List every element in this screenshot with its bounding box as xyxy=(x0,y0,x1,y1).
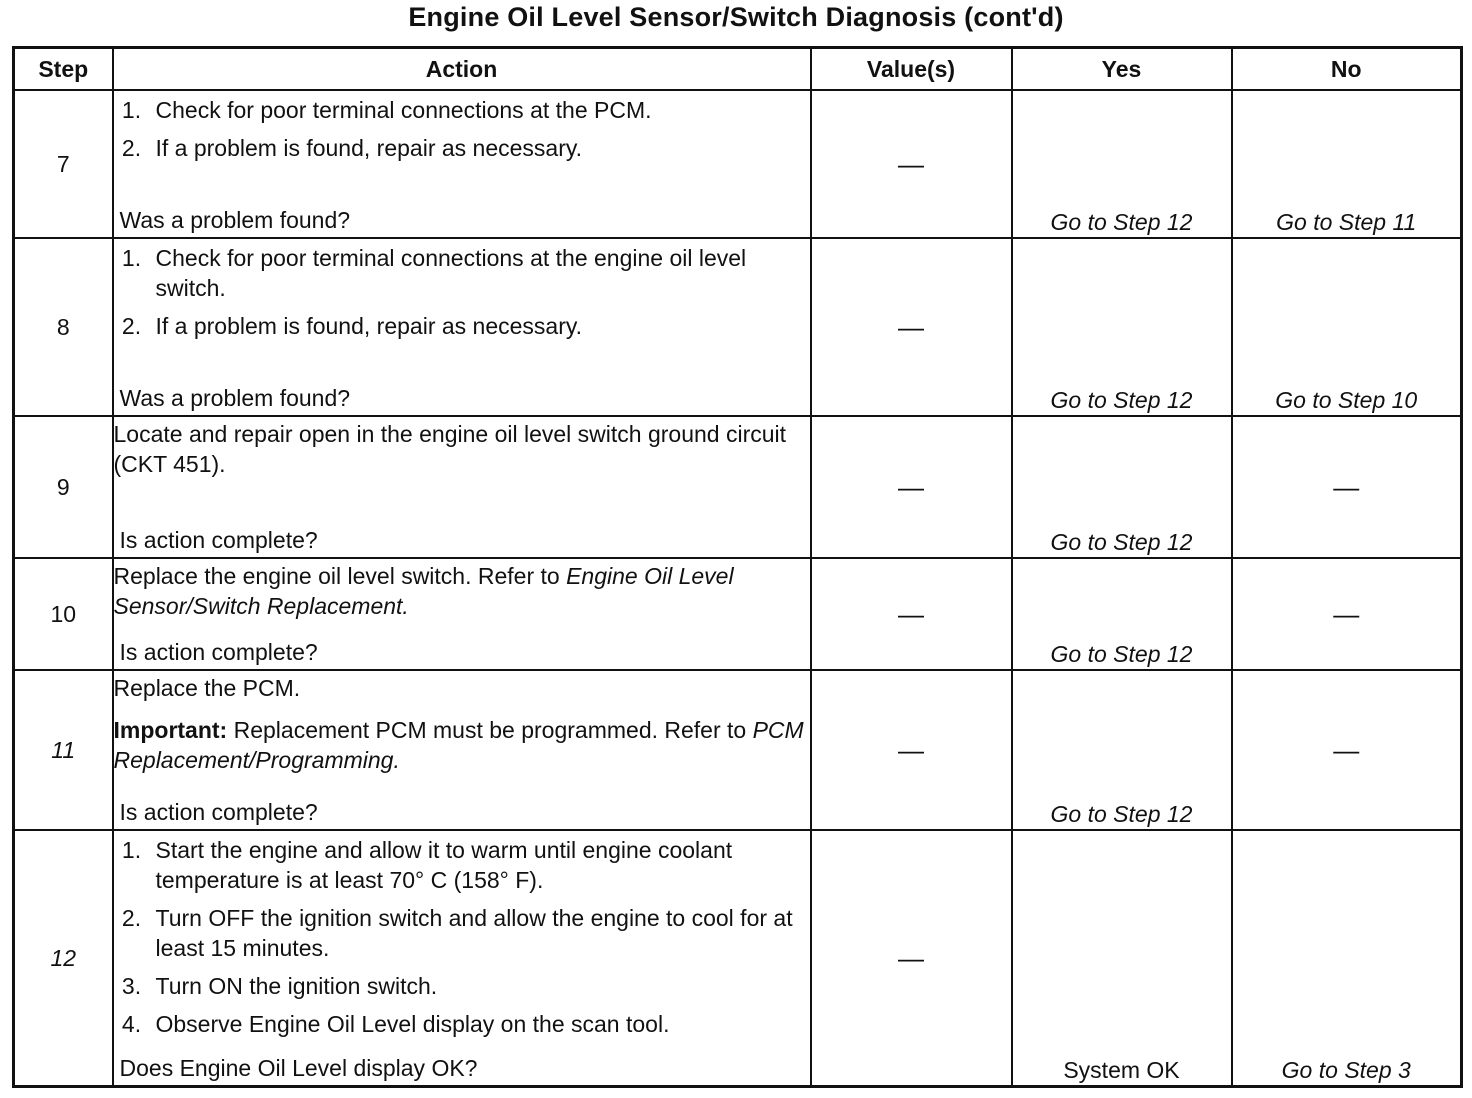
table-row xyxy=(14,830,1462,1087)
step-number: 11 xyxy=(14,670,113,830)
reference-link: PCM Replacement/Programming. xyxy=(113,717,804,773)
no-cell: — xyxy=(1232,670,1462,830)
important-note xyxy=(114,715,810,775)
action-item: 2. If a problem is found, repair as necessary. xyxy=(148,311,810,341)
action-item: 1. Start the engine and allow it to warm until engine coolant temperature is at least 70° C (158° F). xyxy=(148,835,810,895)
action-cell xyxy=(113,558,811,670)
value-cell: — xyxy=(811,558,1012,670)
action-question: Is action complete? xyxy=(119,639,318,665)
table-row xyxy=(14,558,1462,670)
no-cell: Go to Step 3 xyxy=(1232,830,1462,1087)
step-number: 7 xyxy=(14,90,113,238)
action-question: Is action complete? xyxy=(119,527,318,553)
table-row xyxy=(14,238,1462,416)
diagnosis-table xyxy=(12,46,1463,1088)
no-cell: — xyxy=(1232,416,1462,558)
action-text-main: Replace the engine oil level switch. Refer to xyxy=(113,563,567,589)
action-question: Was a problem found? xyxy=(119,385,351,411)
header-no: No xyxy=(1232,48,1462,91)
action-item: 1. Check for poor terminal connections at the engine oil level switch. xyxy=(148,243,810,303)
action-item: 2. Turn OFF the ignition switch and allow the engine to cool for at least 15 minutes. xyxy=(148,903,810,963)
action-question: Is action complete? xyxy=(119,799,318,825)
important-text: Replacement PCM must be programmed. Refer to xyxy=(227,717,753,743)
header-yes: Yes xyxy=(1012,48,1232,91)
action-cell xyxy=(113,238,811,416)
step-number: 10 xyxy=(14,558,113,670)
step-number: 12 xyxy=(14,830,113,1087)
table-row xyxy=(14,416,1462,558)
action-text: Locate and repair open in the engine oil level switch ground circuit (CKT 451). xyxy=(113,421,787,477)
table-row xyxy=(14,90,1462,238)
action-item: 2. If a problem is found, repair as necessary. xyxy=(148,133,810,163)
step-number: 8 xyxy=(14,238,113,416)
header-values: Value(s) xyxy=(811,48,1012,91)
yes-cell: Go to Step 12 xyxy=(1012,416,1232,558)
step-number: 9 xyxy=(14,416,113,558)
important-label: Important: xyxy=(113,717,228,743)
action-item: 4. Observe Engine Oil Level display on the scan tool. xyxy=(148,1009,810,1039)
no-cell: Go to Step 11 xyxy=(1232,90,1462,238)
reference-link: Engine Oil Level Sensor/Switch Replacement. xyxy=(113,563,734,619)
yes-cell: System OK xyxy=(1012,830,1232,1087)
value-cell: — xyxy=(811,90,1012,238)
action-item: 3. Turn ON the ignition switch. xyxy=(148,971,810,1001)
value-cell: — xyxy=(811,416,1012,558)
value-cell: — xyxy=(811,670,1012,830)
action-item: 1. Check for poor terminal connections at the PCM. xyxy=(148,95,810,125)
header-action: Action xyxy=(113,48,811,91)
action-cell xyxy=(113,670,811,830)
no-cell: — xyxy=(1232,558,1462,670)
action-cell xyxy=(113,90,811,238)
action-question: Does Engine Oil Level display OK? xyxy=(119,1055,478,1081)
action-cell xyxy=(113,830,811,1087)
header-step: Step xyxy=(14,48,113,91)
action-text xyxy=(114,561,810,621)
action-question: Was a problem found? xyxy=(119,207,351,233)
action-text: Replace the PCM. xyxy=(113,675,301,701)
yes-cell: Go to Step 12 xyxy=(1012,558,1232,670)
yes-cell: Go to Step 12 xyxy=(1012,90,1232,238)
yes-cell: Go to Step 12 xyxy=(1012,238,1232,416)
value-cell: — xyxy=(811,830,1012,1087)
header-row xyxy=(14,48,1462,91)
value-cell: — xyxy=(811,238,1012,416)
action-cell xyxy=(113,416,811,558)
no-cell: Go to Step 10 xyxy=(1232,238,1462,416)
table-row xyxy=(14,670,1462,830)
yes-cell: Go to Step 12 xyxy=(1012,670,1232,830)
page-title: Engine Oil Level Sensor/Switch Diagnosis (cont'd) xyxy=(408,2,1064,32)
